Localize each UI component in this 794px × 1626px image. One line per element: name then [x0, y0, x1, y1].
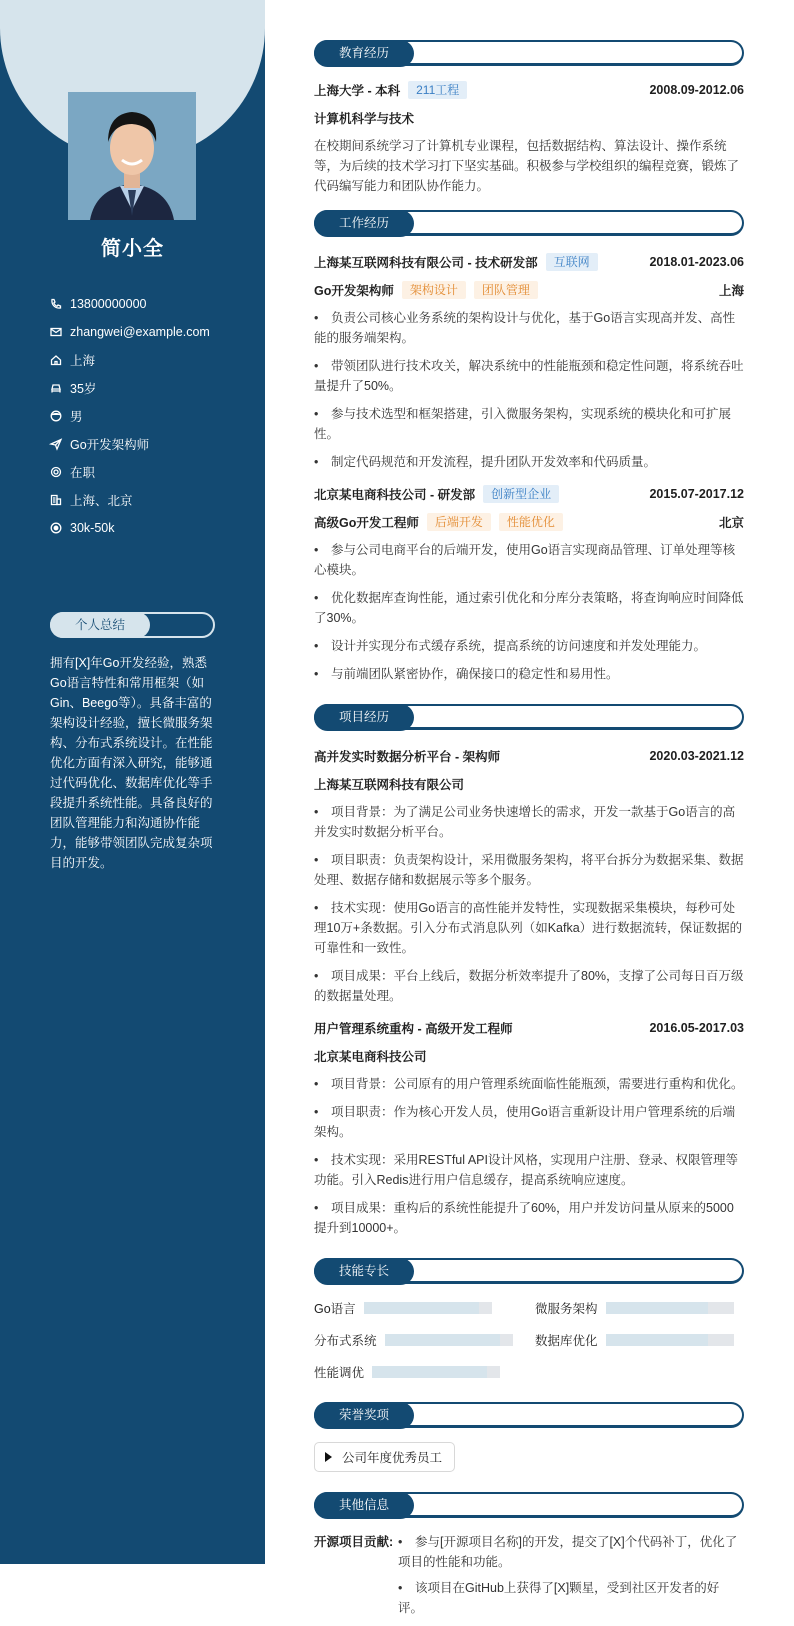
- project-bullet: • 项目成果：平台上线后，数据分析效率提升了80%，支撑了公司每日百万级的数据量处理。: [314, 969, 744, 1003]
- contact-status-value: 在职: [70, 466, 96, 480]
- open-source-bullet-list: [398, 1532, 744, 1626]
- skill-item: [314, 1356, 535, 1388]
- contact-gender: [50, 402, 250, 430]
- sidebar: [0, 0, 265, 1564]
- job-bullet: • 制定代码规范和开发流程，提升团队开发效率和代码质量。: [314, 455, 657, 469]
- skill-level-bar: [606, 1302, 734, 1314]
- school-tag: 211工程: [408, 81, 467, 99]
- contact-location-value: 上海: [70, 354, 96, 368]
- summary-section-header: [50, 612, 215, 638]
- project-bullet: • 项目职责：作为核心开发人员，使用Go语言重新设计用户管理系统的后端架构。: [314, 1105, 736, 1139]
- summary-text: 拥有[X]年Go开发经验，熟悉Go语言特性和常用框架（如Gin、Beego等）。具备丰富的架构设计经验，擅长微服务架构、分布式系统设计。在性能优化方面有深入研究，能够通过代码优化、数据库优化等手段提升系统性能。具备良好的团队管理能力和沟通协作能力，能够带领团队完成复杂项目的开发。: [50, 656, 213, 870]
- phone-icon: [50, 298, 62, 310]
- expand-triangle-icon: [325, 1452, 332, 1462]
- open-source-bullet: • 参与[开源项目名称]的开发，提交了[X]个代码补丁，优化了项目的性能和功能。: [398, 1535, 738, 1569]
- project-company: 上海某互联网科技有限公司: [314, 778, 465, 792]
- building-icon: [50, 494, 62, 506]
- job-company-tag: 互联网: [546, 253, 598, 271]
- education-section-header: [314, 40, 744, 66]
- awards-section-header: [314, 1402, 744, 1428]
- job-role-tag: 后端开发: [427, 513, 491, 531]
- project-bullet: • 项目背景：为了满足公司业务快速增长的需求，开发一款基于Go语言的高并发实时数据分析平台。: [314, 805, 736, 839]
- contact-phone: [50, 290, 250, 318]
- job-role-tag: 架构设计: [402, 281, 466, 299]
- skills-section-header: [314, 1258, 744, 1284]
- skill-level-bar: [364, 1302, 492, 1314]
- job-city: 北京: [718, 516, 744, 530]
- job-bullet-list: [314, 308, 744, 472]
- contact-salary-value: 30k-50k: [70, 521, 115, 535]
- job-entry: [314, 480, 744, 684]
- job-city: 上海: [718, 284, 744, 298]
- candidate-name: 简小全: [101, 238, 164, 260]
- contact-work-city-value: 上海、北京: [70, 494, 133, 508]
- job-bullet: • 参与技术选型和框架搭建，引入微服务架构，实现系统的模块化和可扩展性。: [314, 407, 732, 441]
- project-date: 2020.03-2021.12: [649, 749, 744, 763]
- contact-phone-value: 13800000000: [70, 297, 147, 311]
- avatar-portrait-icon: [68, 92, 196, 220]
- status-icon: [50, 466, 62, 478]
- contact-work-city: [50, 486, 250, 514]
- award-name: 公司年度优秀员工: [342, 1451, 443, 1465]
- education-header-row: [314, 76, 744, 104]
- mail-icon: [50, 326, 62, 338]
- project-company-row: [314, 770, 744, 798]
- contact-email-value: zhangwei@example.com: [70, 325, 210, 339]
- job-bullet-list: [314, 540, 744, 684]
- contact-gender-value: 男: [70, 410, 83, 424]
- projects-section: [314, 704, 744, 1238]
- avatar: [68, 92, 196, 220]
- project-bullet: • 项目成果：重构后的系统性能提升了60%，用户并发访问量从原来的5000提升到10000+。: [314, 1201, 734, 1235]
- education-description: 在校期间系统学习了计算机专业课程，包括数据结构、算法设计、操作系统等，为后续的技术学习打下坚实基础。积极参与学校组织的编程竞赛，锻炼了代码编写能力和团队协作能力。: [314, 139, 740, 193]
- job-date: 2015.07-2017.12: [649, 487, 744, 501]
- skills-section: [314, 1258, 744, 1388]
- home-icon: [50, 354, 62, 366]
- age-icon: [50, 382, 62, 394]
- skill-name: 性能调优: [314, 1366, 365, 1380]
- job-bullet: • 优化数据库查询性能，通过索引优化和分库分表策略，将查询响应时间降低了30%。: [314, 591, 744, 625]
- skill-item: [314, 1292, 535, 1324]
- skill-level-bar: [372, 1366, 500, 1378]
- project-name: 用户管理系统重构 - 高级开发工程师: [314, 1022, 513, 1036]
- project-entry: [314, 1014, 744, 1238]
- skill-item: [535, 1292, 744, 1324]
- other-section-title: 其他信息: [314, 1492, 414, 1519]
- project-name: 高并发实时数据分析平台 - 架构师: [314, 750, 501, 764]
- skill-name: 分布式系统: [314, 1334, 377, 1348]
- skill-name: 数据库优化: [535, 1334, 598, 1348]
- job-role: Go开发架构师: [314, 284, 394, 298]
- job-bullet: • 参与公司电商平台的后端开发，使用Go语言实现商品管理、订单处理等核心模块。: [314, 543, 736, 577]
- job-role-row: [314, 276, 744, 304]
- job-company: 上海某互联网科技有限公司 - 技术研发部: [314, 256, 538, 270]
- awards-section: [314, 1402, 744, 1472]
- other-section-header: [314, 1492, 744, 1518]
- contact-position-value: Go开发架构师: [70, 438, 150, 452]
- education-section-title: 教育经历: [314, 40, 414, 67]
- project-bullet: • 技术实现：使用Go语言的高性能并发特性，实现数据采集模块，每秒可处理10万+条数据。引入分布式消息队列（如Kafka）进行数据流转，保证数据的可靠性和一致性。: [314, 901, 743, 955]
- award-item[interactable]: [314, 1442, 455, 1472]
- skills-grid: [314, 1292, 744, 1388]
- skill-item: [535, 1324, 744, 1356]
- salary-icon: [50, 522, 62, 534]
- project-bullet: • 技术实现：采用RESTful API设计风格，实现用户注册、登录、权限管理等功能。引入Redis进行用户信息缓存，提高系统响应速度。: [314, 1153, 738, 1187]
- projects-section-title: 项目经历: [314, 704, 414, 731]
- skill-name: Go语言: [314, 1302, 356, 1316]
- contact-status: [50, 458, 250, 486]
- other-section: [314, 1492, 744, 1626]
- project-bullet-list: [314, 802, 744, 1006]
- job-company-row: [314, 480, 744, 508]
- job-company-row: [314, 248, 744, 276]
- project-entry: [314, 742, 744, 1006]
- job-role-row: [314, 508, 744, 536]
- major: 计算机科学与技术: [314, 112, 415, 126]
- project-bullet-list: [314, 1074, 744, 1238]
- job-bullet: • 设计并实现分布式缓存系统，提高系统的访问速度和并发处理能力。: [314, 639, 707, 653]
- contact-email: [50, 318, 250, 346]
- project-name-row: [314, 742, 744, 770]
- project-bullet: • 项目职责：负责架构设计，采用微服务架构，将平台拆分为数据采集、数据处理、数据存储和数据展示等多个服务。: [314, 853, 744, 887]
- school-name: 上海大学 - 本科: [314, 84, 401, 98]
- contact-list: [50, 290, 250, 542]
- job-role-tag: 性能优化: [499, 513, 563, 531]
- project-company: 北京某电商科技公司: [314, 1050, 427, 1064]
- skills-section-title: 技能专长: [314, 1258, 414, 1285]
- skill-level-bar: [606, 1334, 734, 1346]
- skill-item: [314, 1324, 535, 1356]
- awards-section-title: 荣誉奖项: [314, 1402, 414, 1429]
- main-content: [314, 0, 744, 1626]
- summary-section-title: 个人总结: [50, 612, 150, 638]
- send-icon: [50, 438, 62, 450]
- project-company-row: [314, 1042, 744, 1070]
- education-major-row: [314, 104, 744, 132]
- job-bullet: • 负责公司核心业务系统的架构设计与优化，基于Go语言实现高并发、高性能的服务端架构。: [314, 311, 736, 345]
- education-section: [314, 40, 744, 196]
- skill-name: 微服务架构: [535, 1302, 598, 1316]
- job-company: 北京某电商科技公司 - 研发部: [314, 488, 476, 502]
- contact-salary: [50, 514, 250, 542]
- open-source-contribution: [314, 1532, 744, 1626]
- contact-location: [50, 346, 250, 374]
- project-date: 2016.05-2017.03: [649, 1021, 744, 1035]
- gender-icon: [50, 410, 62, 422]
- project-bullet: • 项目背景：公司原有的用户管理系统面临性能瓶颈，需要进行重构和优化。: [314, 1077, 744, 1091]
- open-source-label: 开源项目贡献:: [314, 1535, 394, 1549]
- job-bullet: • 带领团队进行技术攻关，解决系统中的性能瓶颈和稳定性问题，将系统吞吐量提升了50%。: [314, 359, 744, 393]
- work-section: [314, 210, 744, 684]
- open-source-bullet: • 该项目在GitHub上获得了[X]颗星，受到社区开发者的好评。: [398, 1581, 720, 1615]
- project-name-row: [314, 1014, 744, 1042]
- job-entry: [314, 248, 744, 472]
- contact-age: [50, 374, 250, 402]
- work-section-title: 工作经历: [314, 210, 414, 237]
- contact-position: [50, 430, 250, 458]
- job-role-tag: 团队管理: [474, 281, 538, 299]
- job-date: 2018.01-2023.06: [649, 255, 744, 269]
- contact-age-value: 35岁: [70, 382, 97, 396]
- skill-level-bar: [385, 1334, 513, 1346]
- job-company-tag: 创新型企业: [483, 485, 559, 503]
- projects-section-header: [314, 704, 744, 730]
- education-date: 2008.09-2012.06: [649, 83, 744, 97]
- job-role: 高级Go开发工程师: [314, 516, 419, 530]
- work-section-header: [314, 210, 744, 236]
- job-bullet: • 与前端团队紧密协作，确保接口的稳定性和易用性。: [314, 667, 619, 681]
